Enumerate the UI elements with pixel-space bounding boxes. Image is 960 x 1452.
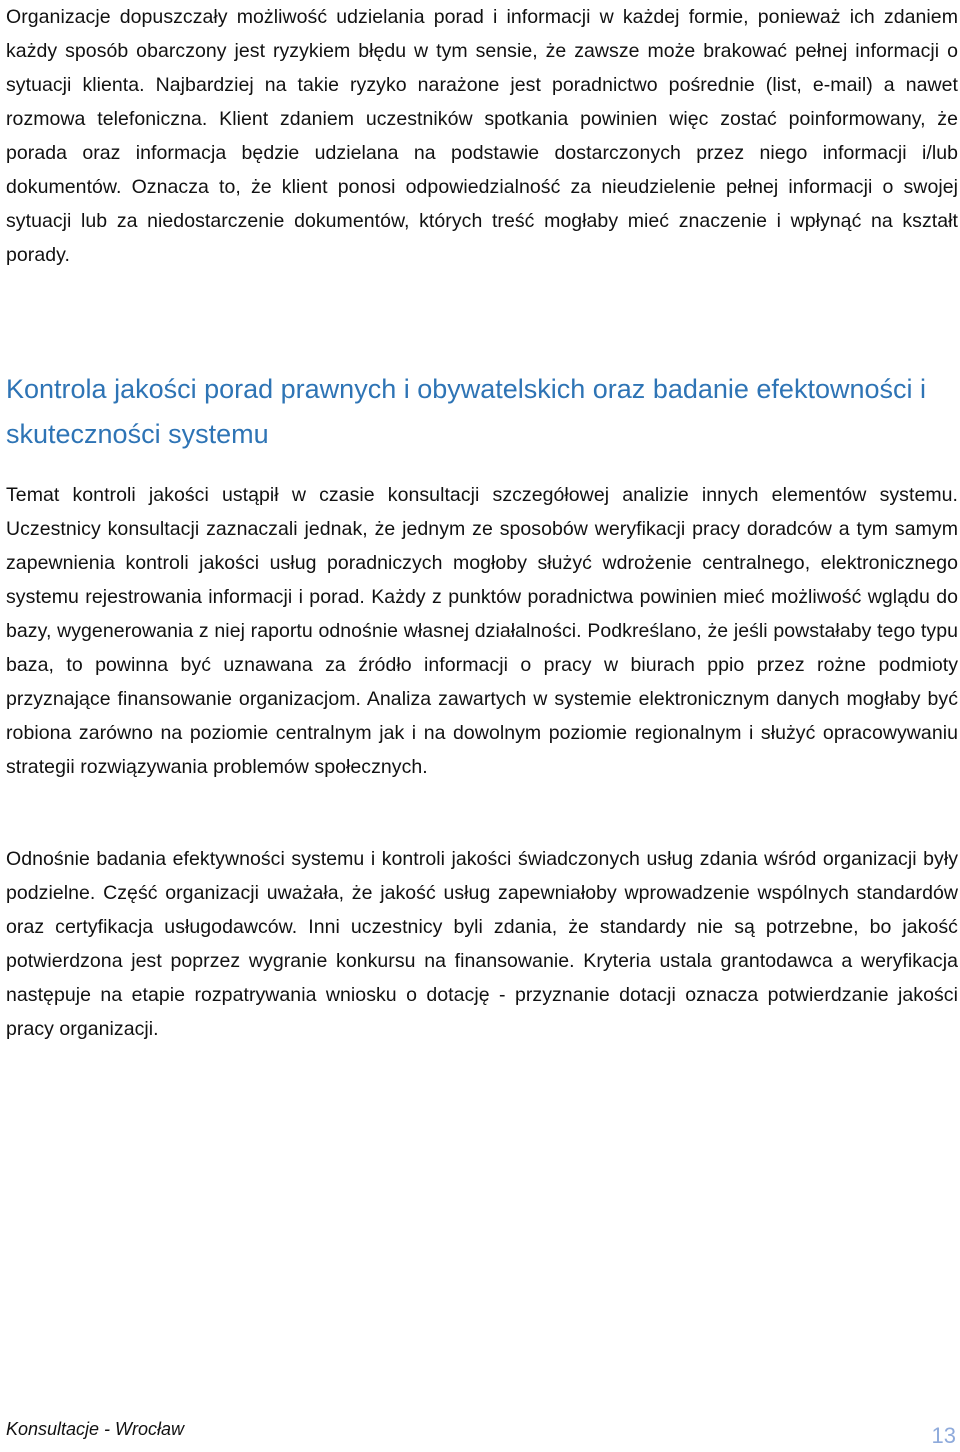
body-paragraph-1 (6, 0, 958, 272)
body-paragraph-3: Odnośnie badania efektywności systemu i kontroli jakości świadczonych usług zdania wśród organizacji były podzielne. Część organizacji uważała, że jakość usług zapewniałoby wprowadzenie wspólnych standardów oraz certyfikacja usługodawców. Inni uczestnicy byli zdania, że standardy nie są potrzebne, bo jakość potwierdzona jest poprzez wygranie konkursu na finansowanie. Kryteria ustala grantodawca a weryfikacja następuje na etapie rozpatrywania wniosku o dotację - przyznanie dotacji oznacza potwierdzanie jakości pracy organizacji. (6, 848, 958, 1040)
paragraph-1-part-1: Organizacje dopuszczały możliwość udzielania porad i informacji w każdej formie, ponieważ ich zdaniem każdy sposób obarczony jest ryzykiem błędu w tym sensie, że zawsze może brakować pełnej informacji o sytuacji klienta. Najbardziej na takie ryzyko narażone jest poradnictwo pośrednie (list, e-mail) a nawet rozmowa telefoniczna. (6, 6, 958, 130)
section-heading: Kontrola jakości porad prawnych i obywatelskich oraz badanie efektowności i skuteczności systemu (6, 374, 926, 449)
page-number: 13 (931, 1423, 956, 1448)
footer-title: Konsultacje - Wrocław (6, 1419, 185, 1439)
paragraph-1-part-2: Klient zdaniem uczestników spotkania powinien więc zostać poinformowany, że porada oraz informacja będzie udzielana na podstawie dostarczonych przez niego informacji i/lub dokumentów. Oznacza to, że klient ponosi odpowiedzialność za nieudzielenie pełnej informacji o swojej sytuacji lub za niedostarczenie dokumentów, których treść mogłaby mieć znaczenie i wpłynąć na kształt porady. (6, 108, 958, 266)
body-paragraph-2: Temat kontroli jakości ustąpił w czasie konsultacji szczegółowej analizie innych elementów systemu. Uczestnicy konsultacji zaznaczali jednak, że jednym ze sposobów weryfikacji pracy doradców a tym samym zapewnienia kontroli jakości usług poradniczych mogłoby służyć wdrożenie centralnego, elektronicznego systemu rejestrowania informacji i porad. Każdy z punktów poradnictwa powinien mieć możliwość wglądu do bazy, wygenerowania z niej raportu odnośnie własnej działalności. Podkreślano, że jeśli powstałaby tego typu baza, to powinna być uznawana za źródło informacji o pracy w biurach ppio przez rożne podmioty przyznające finansowanie organizacjom. Analiza zawartych w systemie elektronicznym danych mogłaby być robiona zarówno na poziomie centralnym jak i na dowolnym poziomie regionalnym i służyć opracowywaniu strategii rozwiązywania problemów społecznych. (6, 484, 958, 778)
